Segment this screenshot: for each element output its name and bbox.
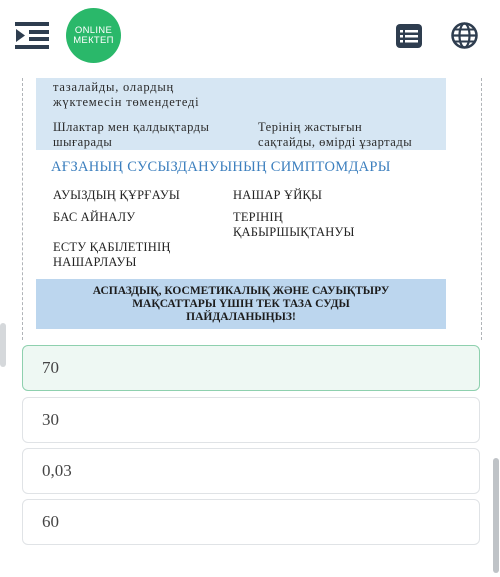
symptom-item [53,240,171,270]
globe-icon[interactable] [451,22,478,49]
text-line: жүктемесін төмендетеді [53,95,200,109]
scrollbar[interactable] [493,458,499,573]
logo-text-line2: МЕКТЕП [73,34,114,46]
symptom-item: БАС АЙНАЛУ [53,210,136,224]
answer-option-30[interactable]: 30 [22,397,480,443]
text-line: ҚАБЫРШЫҚТАНУЫ [233,225,355,239]
online-mektep-logo[interactable] [66,8,121,63]
side-panel-handle[interactable] [0,323,6,367]
menu-toggle-icon[interactable] [14,17,50,53]
answer-option-0-03[interactable]: 0,03 [22,448,480,494]
top-bar [0,0,500,72]
text-line: сақтайды, өмірді ұзартады [258,135,413,149]
benefit-text [53,120,209,150]
text-line: АСПАЗДЫҚ, КОСМЕТИКАЛЫҚ ЖӘНЕ САУЫҚТЫРУ [92,284,390,297]
text-line: ПАЙДАЛАНЫҢЫЗ! [186,310,296,323]
text-line: ЕСТУ ҚАБІЛЕТІНІҢ [53,240,171,254]
text-line: Шлактар мен қалдықтарды [53,120,210,134]
list-icon[interactable] [396,24,422,48]
logo-text-line1: ONLINE [74,24,113,36]
symptom-item [233,210,355,240]
answer-option-70[interactable]: 70 [22,345,480,391]
text-line: НАШАРЛАУЫ [53,255,137,269]
symptom-item: НАШАР ҰЙҚЫ [233,188,323,202]
text-line: МАҚСАТТАРЫ ҮШІН ТЕК ТАЗА СУДЫ [132,297,350,310]
question-image [31,78,451,332]
symptom-item: АУЫЗДЫҢ ҚҰРҒАУЫ [53,188,180,202]
warning-text [76,285,406,324]
text-line: Терінің жастығын [258,120,363,134]
benefit-text [53,80,199,110]
symptoms-heading: АҒЗАНЫҢ СУСЫЗДАНУЫНЫҢ СИМПТОМДАРЫ [51,159,391,175]
text-line: тазалайды, олардың [53,80,175,94]
text-line: ТЕРІНІҢ [233,210,284,224]
warning-banner [36,279,446,329]
benefit-text [258,120,412,150]
answer-option-60[interactable]: 60 [22,499,480,545]
text-line: шығарады [53,135,113,149]
